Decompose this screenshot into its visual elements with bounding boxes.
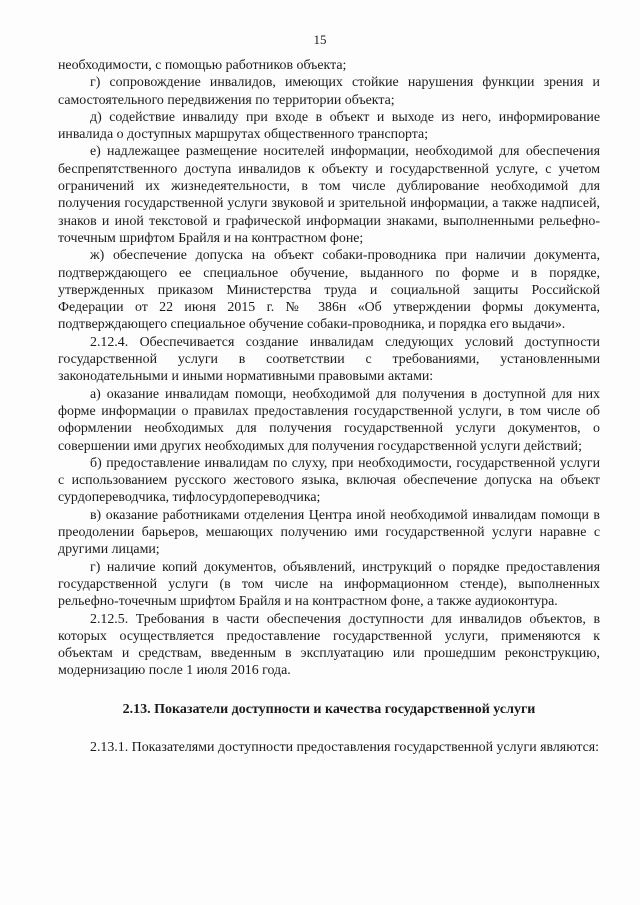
paragraph-item-a-help: а) оказание инвалидам помощи, необходимой для получения в доступной для них форме информации о правилах предоставления государственной услуги, в том числе об оформлении необходимых для получения государственной услуги документов, о совершении ими других необходимых для получения государственной услуги действий; <box>58 386 600 454</box>
paragraph-item-e-information: е) надлежащее размещение носителей информации, необходимой для обеспечения беспрепятственного доступа инвалидов к объекту и государственной услуге, с учетом ограничений их жизнедеятельности, в том числе дублирование необходимой для получения государственной услуги звуковой и зрительной информации, а также надписей, знаков и иной текстовой и графической информации знаками, выполненными рельефно-точечным шрифтом Брайля и на контрастном фоне; <box>58 144 600 246</box>
page-content <box>58 57 600 756</box>
paragraph-item-d-assistance: д) содействие инвалиду при входе в объект и выходе из него, информирование инвалида о доступных маршрутах общественного транспорта; <box>58 109 600 143</box>
paragraph-2-13-1: 2.13.1. Показателями доступности предоставления государственной услуги являются: <box>90 739 600 755</box>
paragraph-item-g-escort: г) сопровождение инвалидов, имеющих стойкие нарушения функции зрения и самостоятельного передвижения по территории объекта; <box>58 75 600 108</box>
paragraph-2-12-4: 2.12.4. Обеспечивается создание инвалидам следующих условий доступности государственной услуги в соответствии с требованиями, установленными законодательными и иными нормативными правовыми актами: <box>58 334 600 385</box>
paragraph-continuation: необходимости, с помощью работников объекта; <box>58 58 347 73</box>
paragraph-item-zh-guide-dog: ж) обеспечение допуска на объект собаки-проводника при наличии документа, подтверждающего ее специальное обучение, выданного по форме и в порядке, утвержденных приказом Министерства труда и социальной защиты Российской Федерации от 22 июня 2015 г. № 386н «Об утверждении формы документа, подтверждающего специальное обучение собаки-проводника, и порядка его выдачи». <box>58 248 600 333</box>
section-heading-2-13: 2.13. Показатели доступности и качества государственной услуги <box>122 701 536 717</box>
page-number: 15 <box>313 32 327 47</box>
paragraph-item-b-sign-language: б) предоставление инвалидам по слуху, при необходимости, государственной услуги с использованием русского жестового языка, включая обеспечение допуска на объект сурдопереводчика, тифлосурдопереводчика; <box>58 455 600 506</box>
paragraph-item-g-copies: г) наличие копий документов, объявлений, инструкций о порядке предоставления государственной услуги (в том числе на информационном стенде), выполненных рельефно-точечным шрифтом Брайля и на контрастном фоне, а также аудиоконтура. <box>58 559 600 610</box>
paragraph-2-12-5: 2.12.5. Требования в части обеспечения доступности для инвалидов объектов, в которых осуществляется предоставление государственной услуги, применяются к объектам и средствам, введенным в эксплуатацию или прошедшим реконструкцию, модернизацию после 1 июля 2016 года. <box>58 611 600 679</box>
paragraph-item-v-barriers: в) оказание работниками отделения Центра иной необходимой инвалидам помощи в преодолении барьеров, мешающих получению ими государственной услуги наравне с другими лицами; <box>58 507 600 558</box>
